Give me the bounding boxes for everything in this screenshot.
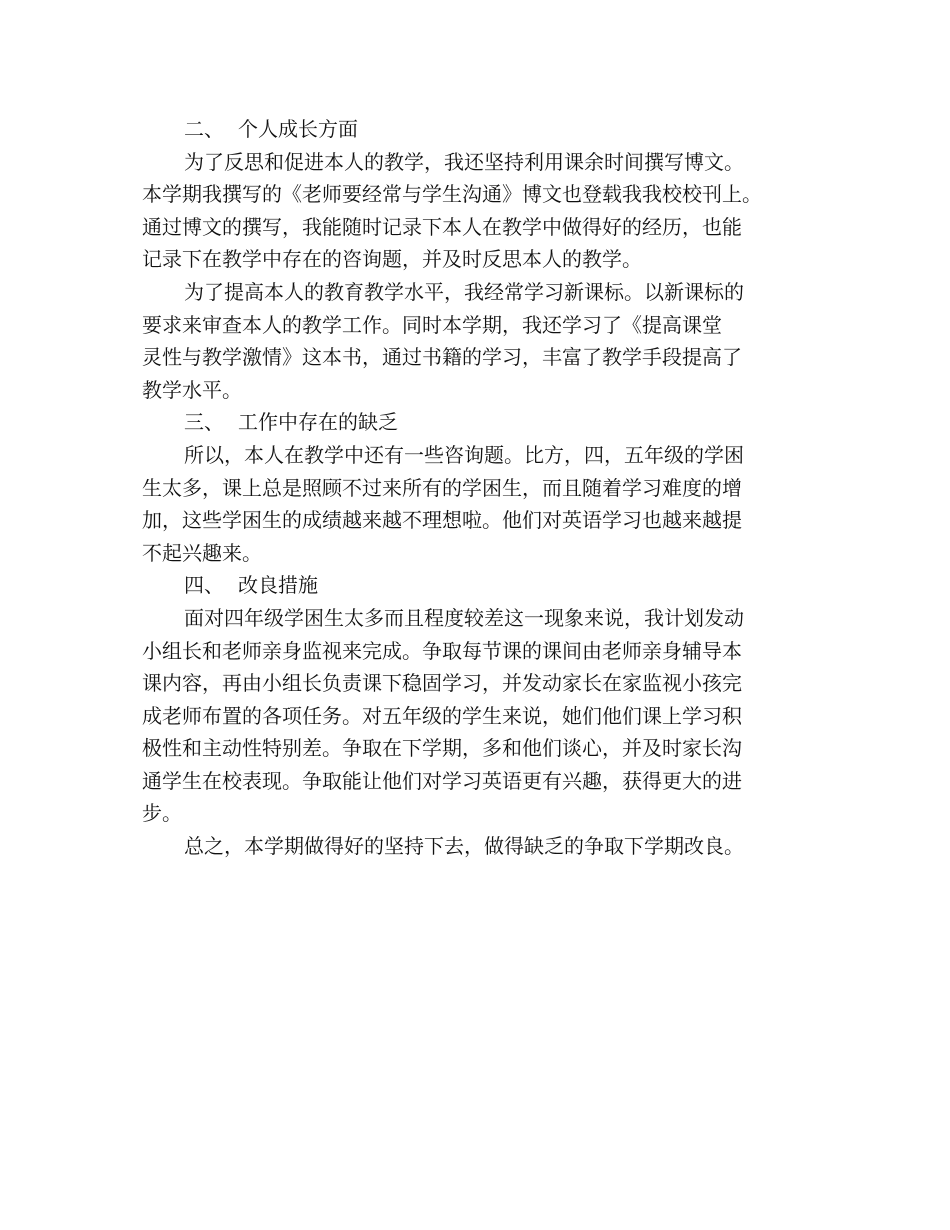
text-line: 步。 xyxy=(142,801,182,826)
heading-text: 改良措施 xyxy=(238,573,318,598)
paragraph-improvement-plan xyxy=(142,602,812,830)
text-line: 所以，本人在教学中还有一些咨询题。比方，四，五年级的学困 xyxy=(184,442,744,467)
section-heading-personal-growth xyxy=(142,113,812,146)
text-line: 灵性与教学激情》这本书，通过书籍的学习，丰富了教学手段提高了 xyxy=(142,345,742,370)
heading-number: 二、 xyxy=(184,117,224,141)
text-line: 通过博文的撰写，我能随时记录下本人在教学中做得好的经历，也能 xyxy=(142,214,742,239)
text-line: 加，这些学困生的成绩越来越不理想啦。他们对英语学习也越来越提 xyxy=(142,508,742,533)
section-heading-shortcomings xyxy=(142,406,812,439)
text-line: 成老师布置的各项任务。对五年级的学生来说，她们他们课上学习积 xyxy=(142,703,742,728)
text-line: 总之，本学期做得好的坚持下去，做得缺乏的争取下学期改良。 xyxy=(184,834,744,859)
text-line: 小组长和老师亲身监视来完成。争取每节课的课间由老师亲身辅导本 xyxy=(142,638,742,663)
text-line: 教学水平。 xyxy=(142,377,242,402)
text-line: 生太多，课上总是照顾不过来所有的学困生，而且随着学习难度的增 xyxy=(142,475,742,500)
heading-text: 个人成长方面 xyxy=(238,117,358,141)
text-line: 本学期我撰写的《老师要经常与学生沟通》博文也登载我我校校刊上。 xyxy=(142,182,762,207)
text-line: 记录下在教学中存在的咨询题，并及时反思本人的教学。 xyxy=(142,247,642,272)
document-page xyxy=(142,113,812,863)
text-line: 面对四年级学困生太多而且程度较差这一现象来说，我计划发动 xyxy=(184,605,744,630)
paragraph-problems xyxy=(142,439,812,569)
paragraph-conclusion xyxy=(142,830,812,863)
text-line: 为了反思和促进本人的教学，我还坚持利用课余时间撰写博文。 xyxy=(184,149,744,174)
paragraph-curriculum-study xyxy=(142,276,812,406)
paragraph-blog-writing xyxy=(142,146,812,276)
heading-number: 四、 xyxy=(184,573,224,598)
text-line: 不起兴趣来。 xyxy=(142,540,262,565)
text-line: 极性和主动性特别差。争取在下学期，多和他们谈心，并及时家长沟 xyxy=(142,736,742,761)
text-line: 通学生在校表现。争取能让他们对学习英语更有兴趣，获得更大的进 xyxy=(142,768,742,793)
text-line: 课内容，再由小组长负责课下稳固学习，并发动家长在家监视小孩完 xyxy=(142,671,742,696)
text-line: 要求来审查本人的教学工作。同时本学期，我还学习了《提高课堂 xyxy=(142,312,722,337)
section-heading-improvement xyxy=(142,569,812,602)
heading-text: 工作中存在的缺乏 xyxy=(238,410,398,435)
heading-number: 三、 xyxy=(184,410,224,435)
text-line: 为了提高本人的教育教学水平，我经常学习新课标。以新课标的 xyxy=(184,279,744,304)
